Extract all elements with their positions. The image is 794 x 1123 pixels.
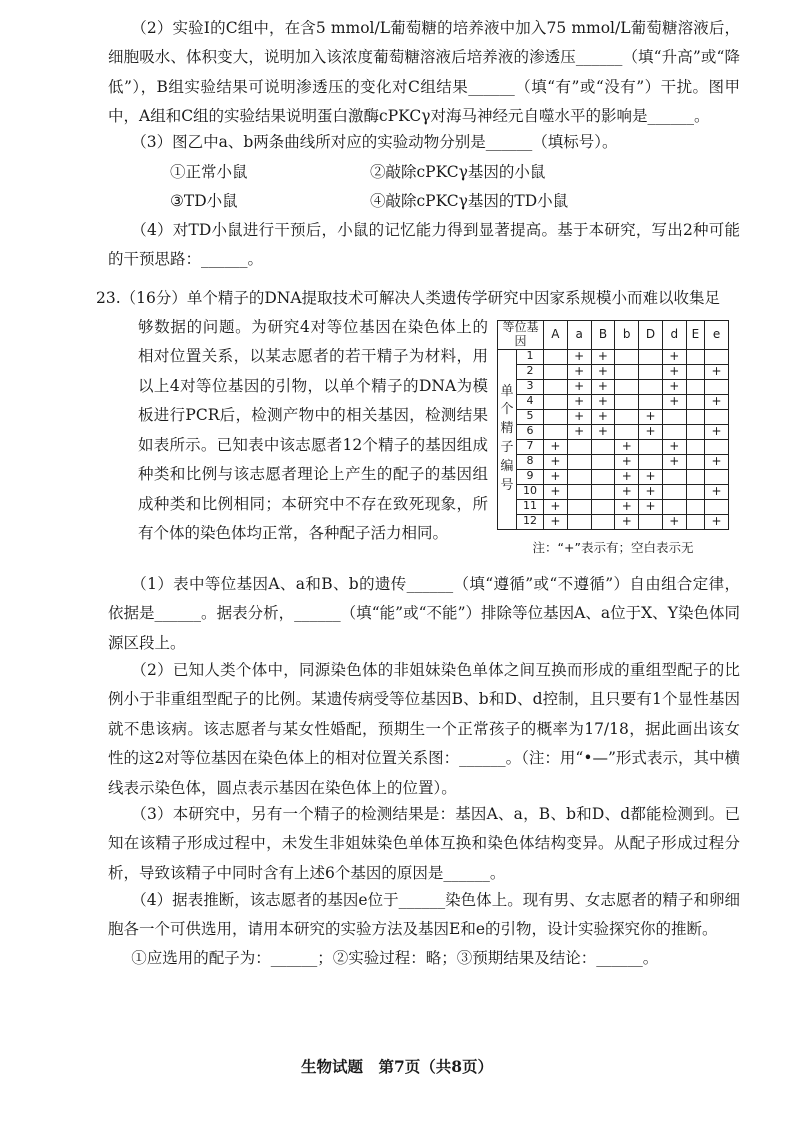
option-4: ④敲除cPKCγ基因的TD小鼠 [370, 192, 569, 210]
gene-cell [591, 514, 615, 529]
gene-table-container [497, 320, 729, 559]
gene-cell [686, 439, 704, 454]
q23-part4-answers: ①应选用的配子为：______；②实验过程：略；③预期结果及结论：______。 [131, 949, 659, 967]
gene-table-body [498, 349, 729, 529]
table-row [498, 349, 729, 364]
gene-cell [615, 394, 639, 409]
table-row [498, 364, 729, 379]
gene-cell [686, 349, 704, 364]
table-row [498, 499, 729, 514]
table-row [498, 514, 729, 529]
gene-cell: + [705, 454, 729, 469]
gene-cell: + [544, 484, 568, 499]
table-row [498, 484, 729, 499]
gene-cell: + [544, 439, 568, 454]
gene-cell [615, 349, 639, 364]
gene-cell [686, 364, 704, 379]
gene-cell [544, 424, 568, 439]
gene-header: b [615, 321, 639, 350]
gene-cell [591, 439, 615, 454]
table-row [498, 439, 729, 454]
gene-cell: + [705, 394, 729, 409]
gene-cell [686, 469, 704, 484]
table-row [498, 424, 729, 439]
gene-cell [662, 484, 686, 499]
gene-cell [639, 364, 663, 379]
q23-intro-text: 够数据的问题。为研究4对等位基因在染色体上的相对位置关系，以某志愿者的若干精子为材料，用以上4对等位基因的引物，以单个精子的DNA为模板进行PCR后，检测产物中的相关基因，检测结果如表所示。已知表中该志愿者12个精子的基因组成种类和比例与该志愿者理论上产生的配子的基因组成种类和比例相同；本研究中不存在致死现象，所有个体的染色体均正常，各种配子活力相同。 [138, 318, 488, 543]
gene-cell: + [662, 439, 686, 454]
gene-cell [567, 454, 591, 469]
sperm-number: 9 [517, 469, 544, 484]
gene-cell: + [567, 364, 591, 379]
sperm-number: 4 [517, 394, 544, 409]
gene-cell [686, 409, 704, 424]
q23-part4: （4）据表推断，该志愿者的基因e位于______染色体上。现有男、女志愿者的精子和卵细胞各一个可供选用，请用本研究的实验方法及基因E和e的引物，设计实验探究你的推断。 [108, 891, 740, 939]
row-group-label [498, 349, 517, 529]
gene-cell: + [615, 484, 639, 499]
gene-cell: + [705, 364, 729, 379]
gene-cell: + [662, 364, 686, 379]
gene-cell [591, 484, 615, 499]
gene-cell: + [639, 499, 663, 514]
gene-cell [544, 379, 568, 394]
gene-cell [639, 514, 663, 529]
gene-cell [615, 424, 639, 439]
q23-part2: （2）已知人类个体中，同源染色体的非姐妹染色单体之间互换而形成的重组型配子的比例小于非重组型配子的比例。某遗传病受等位基因B、b和D、d控制，且只要有1个显性基因就不患该病。该志愿者与某女性婚配，预期生一个正常孩子的概率为17/18，据此画出该女性的这2对等位基因在染色体上的相对位置关系图：______。（注：用“•—”形式表示，其中横线表示染色体，圆点表示基因在染色体上的位置）。 [108, 661, 740, 797]
gene-cell [567, 439, 591, 454]
gene-cell: + [705, 484, 729, 499]
gene-cell: + [544, 469, 568, 484]
row-group-label-char: 子 [500, 440, 514, 456]
gene-cell: + [591, 379, 615, 394]
gene-cell: + [591, 394, 615, 409]
gene-cell [639, 439, 663, 454]
gene-cell [567, 499, 591, 514]
table-row [498, 394, 729, 409]
gene-cell [567, 514, 591, 529]
gene-header: E [686, 321, 704, 350]
gene-cell: + [662, 379, 686, 394]
gene-cell [662, 499, 686, 514]
gene-cell: + [662, 514, 686, 529]
row-group-label-char: 号 [500, 477, 514, 493]
gene-cell: + [544, 499, 568, 514]
gene-cell [544, 364, 568, 379]
gene-cell: + [544, 454, 568, 469]
gene-cell: + [705, 424, 729, 439]
page-footer: 生物试题 第7页（共8页） [300, 1057, 494, 1076]
gene-cell [615, 364, 639, 379]
gene-cell: + [567, 394, 591, 409]
gene-cell [705, 439, 729, 454]
gene-cell [544, 394, 568, 409]
gene-cell: + [591, 409, 615, 424]
gene-cell [591, 469, 615, 484]
gene-cell: + [567, 379, 591, 394]
table-row [498, 454, 729, 469]
gene-cell [686, 484, 704, 499]
gene-cell: + [615, 469, 639, 484]
gene-cell [686, 514, 704, 529]
table-row [498, 379, 729, 394]
sperm-number: 7 [517, 439, 544, 454]
option-2: ②敲除cPKCγ基因的小鼠 [370, 163, 546, 181]
gene-cell [705, 349, 729, 364]
gene-header: a [567, 321, 591, 350]
gene-cell: + [615, 439, 639, 454]
gene-cell [544, 409, 568, 424]
gene-cell: + [639, 409, 663, 424]
gene-cell: + [705, 514, 729, 529]
row-group-label-char: 精 [500, 421, 514, 437]
q23-part1: （1）表中等位基因A、a和B、b的遗传______（填“遵循”或“不遵循”）自由组合定律，依据是______。据表分析，______（填“能”或“不能”）排除等位基因A、a位于X、Y染色体同源区段上。 [108, 575, 740, 652]
gene-header: e [705, 321, 729, 350]
gene-header: B [591, 321, 615, 350]
gene-cell: + [662, 349, 686, 364]
table-note: 注：“+”表示有；空白表示无 [532, 539, 694, 555]
gene-cell [705, 469, 729, 484]
row-group-label-char: 个 [500, 402, 514, 418]
q22-options-row1 [170, 158, 730, 187]
gene-cell [686, 454, 704, 469]
row-group-label-char: 编 [500, 458, 514, 474]
gene-cell [686, 379, 704, 394]
gene-cell [615, 409, 639, 424]
gene-cell [662, 424, 686, 439]
gene-cell [639, 349, 663, 364]
gene-header: A [544, 321, 568, 350]
gene-cell [705, 379, 729, 394]
gene-cell [639, 454, 663, 469]
gene-cell [686, 424, 704, 439]
gene-cell [591, 454, 615, 469]
sperm-number: 5 [517, 409, 544, 424]
sperm-number: 11 [517, 499, 544, 514]
option-1: ①正常小鼠 [170, 163, 248, 181]
gene-cell [615, 379, 639, 394]
q22-part2: （2）实验Ⅰ的C组中，在含5 mmol/L葡萄糖的培养液中加入75 mmol/L葡萄糖溶液后，细胞吸水、体积变大，说明加入该浓度葡萄糖溶液后培养液的渗透压______（填“升高”或“降低”），B组实验结果可说明渗透压的变化对C组结果______（填“有”或“没有”）干扰。图甲中，A组和C组的实验结果说明蛋白激酶cPKCγ对海马神经元自噬水平的影响是______。 [108, 19, 740, 126]
option-3: ③TD小鼠 [170, 192, 238, 210]
gene-header: D [639, 321, 663, 350]
q22-part3: （3）图乙中a、b两条曲线所对应的实验动物分别是______（填标号）。 [131, 133, 618, 151]
gene-cell: + [567, 349, 591, 364]
gene-cell: + [591, 364, 615, 379]
gene-cell: + [615, 514, 639, 529]
gene-cell [686, 394, 704, 409]
gene-cell [705, 499, 729, 514]
gene-cell [686, 499, 704, 514]
q22-part4: （4）对TD小鼠进行干预后，小鼠的记忆能力得到显著提高。基于本研究，写出2种可能的干预思路：______。 [108, 221, 740, 269]
gene-cell: + [615, 454, 639, 469]
gene-cell [639, 394, 663, 409]
gene-cell [544, 349, 568, 364]
gene-cell: + [591, 349, 615, 364]
gene-cell: + [662, 394, 686, 409]
gene-cell: + [639, 484, 663, 499]
sperm-number: 8 [517, 454, 544, 469]
gene-cell [567, 469, 591, 484]
gene-cell: + [615, 499, 639, 514]
sperm-number: 6 [517, 424, 544, 439]
sperm-number: 1 [517, 349, 544, 364]
gene-cell: + [591, 424, 615, 439]
gene-cell: + [567, 409, 591, 424]
gene-cell: + [544, 514, 568, 529]
sperm-number: 10 [517, 484, 544, 499]
table-header-label: 等位基因 [498, 321, 544, 350]
q22-options-row2 [170, 187, 730, 216]
gene-cell [639, 379, 663, 394]
q23-intro-first-line: 23.（16分）单个精子的DNA提取技术可解决人类遗传学研究中因家系规模小而难以收集足 [96, 289, 721, 307]
gene-cell: + [567, 424, 591, 439]
gene-cell: + [639, 469, 663, 484]
gene-cell: + [639, 424, 663, 439]
q23-part3: （3）本研究中，另有一个精子的检测结果是：基因A、a，B、b和D、d都能检测到。已知在该精子形成过程中，未发生非姐妹染色单体互换和染色体结构变异。从配子形成过程分析，导致该精子中同时含有上述6个基因的原因是______。 [108, 805, 740, 882]
gene-cell [705, 409, 729, 424]
gene-cell [662, 469, 686, 484]
gene-cell [662, 409, 686, 424]
gene-cell [591, 499, 615, 514]
table-row [498, 469, 729, 484]
gene-header: d [662, 321, 686, 350]
gene-cell: + [662, 454, 686, 469]
sperm-number: 2 [517, 364, 544, 379]
gene-detection-table [497, 320, 729, 530]
sperm-number: 3 [517, 379, 544, 394]
row-group-label-char: 单 [500, 383, 514, 399]
table-row [498, 409, 729, 424]
sperm-number: 12 [517, 514, 544, 529]
gene-cell [567, 484, 591, 499]
